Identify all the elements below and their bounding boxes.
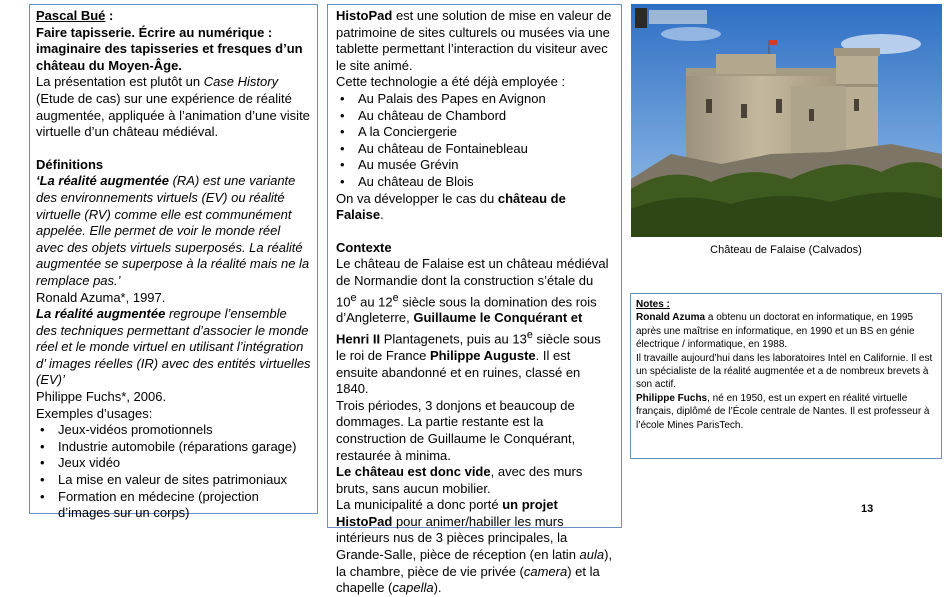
list-item: • Au Palais des Papes en Avignon bbox=[336, 91, 613, 108]
page-number: 13 bbox=[861, 503, 874, 515]
definition-fuchs: La réalité augmentée regroupe l’ensemble des techniques permettant d’associer le monde réel et le monde virtuel en utilisant l’intégration d’ images réelles (IR) avec des entités virtuelles (EV)’ bbox=[36, 306, 311, 388]
list-item: • Au château de Blois bbox=[336, 174, 613, 191]
list-item: • Formation en médecine (projection d’images sur un corps) bbox=[36, 489, 311, 522]
places-list bbox=[336, 91, 613, 191]
context-paragraph: Le château de Falaise est un château médiéval de Normandie dont la construction s’étale du 10e au 12e siècle sous la domination des rois d’Angleterre, Guillaume le Conquérant et Henri II Plantagenets, puis au 13e siècle sous le roi de France Philippe Auguste. Il est ensuite abandonné et en ruines, classé en 1840. bbox=[336, 256, 609, 397]
list-item: • La mise en valeur de sites patrimoniaux bbox=[36, 472, 311, 489]
examples-list bbox=[36, 422, 311, 522]
talk-title: Faire tapisserie. Écrire au numérique : imaginaire des tapisseries et fresques d’un château du Moyen-Âge. bbox=[36, 24, 303, 73]
note-azuma: Ronald Azuma a obtenu un doctorat en informatique, en 1995 après une maîtrise en informatique, en 1990 et un BS en génie électrique / informatique, en 1988. bbox=[636, 312, 915, 351]
left-text-panel bbox=[29, 4, 318, 521]
notes-heading: Notes : bbox=[636, 299, 670, 310]
periods-paragraph: Trois périodes, 3 donjons et beaucoup de dommages. La partie restante est la construction de Guillaume le Conquérant, restaurée à minima. bbox=[336, 397, 576, 463]
list-item: • A la Conciergerie bbox=[336, 124, 613, 141]
list-item: • Industrie automobile (réparations garage) bbox=[36, 439, 311, 456]
municipality-paragraph: La municipalité a donc porté un projet HistoPad pour animer/habiller les murs intérieurs nus de 3 pièces principales, la Grande-Salle, pièce de réception (en latin aula), la chambre, pièce de vie privée (camera) et la chapelle (capella). bbox=[336, 497, 613, 596]
notes-panel bbox=[630, 293, 942, 459]
definitions-heading: Définitions bbox=[36, 156, 104, 172]
author-name: Pascal Bué : bbox=[36, 8, 114, 23]
intro-paragraph: La présentation est plutôt un Case History (Etude de cas) sur une expérience de réalité augmentée, appliquée à l’animation d’une visite virtuelle d’un château médiéval. bbox=[36, 74, 310, 140]
note-fuchs: Philippe Fuchs, né en 1950, est un expert en réalité virtuelle français, diplômé de l’École centrale de Nantes. Il est professeur à l’école Mines ParisTech. bbox=[636, 392, 930, 431]
develop-line: On va développer le cas du château de Falaise. bbox=[336, 190, 566, 223]
context-heading: Contexte bbox=[336, 239, 392, 255]
list-item: • Au château de Fontainebleau bbox=[336, 141, 613, 158]
photo-caption: Château de Falaise (Calvados) bbox=[710, 244, 862, 256]
castle-illustration bbox=[631, 4, 942, 237]
middle-text-panel bbox=[327, 4, 622, 596]
definition-fuchs-source: Philippe Fuchs*, 2006. bbox=[36, 389, 167, 405]
used-intro: Cette technologie a été déjà employée : bbox=[336, 74, 566, 90]
list-item: • Jeux vidéo bbox=[36, 455, 311, 472]
list-item: • Jeux-vidéos promotionnels bbox=[36, 422, 311, 439]
empty-castle-paragraph: Le château est donc vide, avec des murs bruts, sans aucun mobilier. bbox=[336, 464, 583, 496]
note-azuma-work: Il travaille aujourd’hui dans les laboratoires Intel en Californie. Il est un spécialiste de la réalité augmentée et a de nombreux brevets à son actif. bbox=[636, 352, 933, 391]
examples-heading: Exemples d’usages: bbox=[36, 405, 153, 421]
histopad-intro: HistoPad est une solution de mise en valeur de patrimoine de sites culturels ou musées via une tablette permettant l’interaction du visiteur avec le site animé. bbox=[336, 8, 612, 73]
definition-azuma-source: Ronald Azuma*, 1997. bbox=[36, 289, 166, 305]
list-item: • Au musée Grévin bbox=[336, 157, 613, 174]
list-item: • Au château de Chambord bbox=[336, 108, 613, 125]
castle-photo bbox=[631, 4, 942, 237]
definition-azuma: ‘La réalité augmentée (RA) est une variante des environnements virtuels (EV) ou réalité virtuelle (RV) comme elle est communément appelée. Elle permet de voir le monde réel avec des objets virtuels superposés. La réalité augmentée se superpose à la réalité mais ne la remplace pas.’ bbox=[36, 173, 310, 288]
